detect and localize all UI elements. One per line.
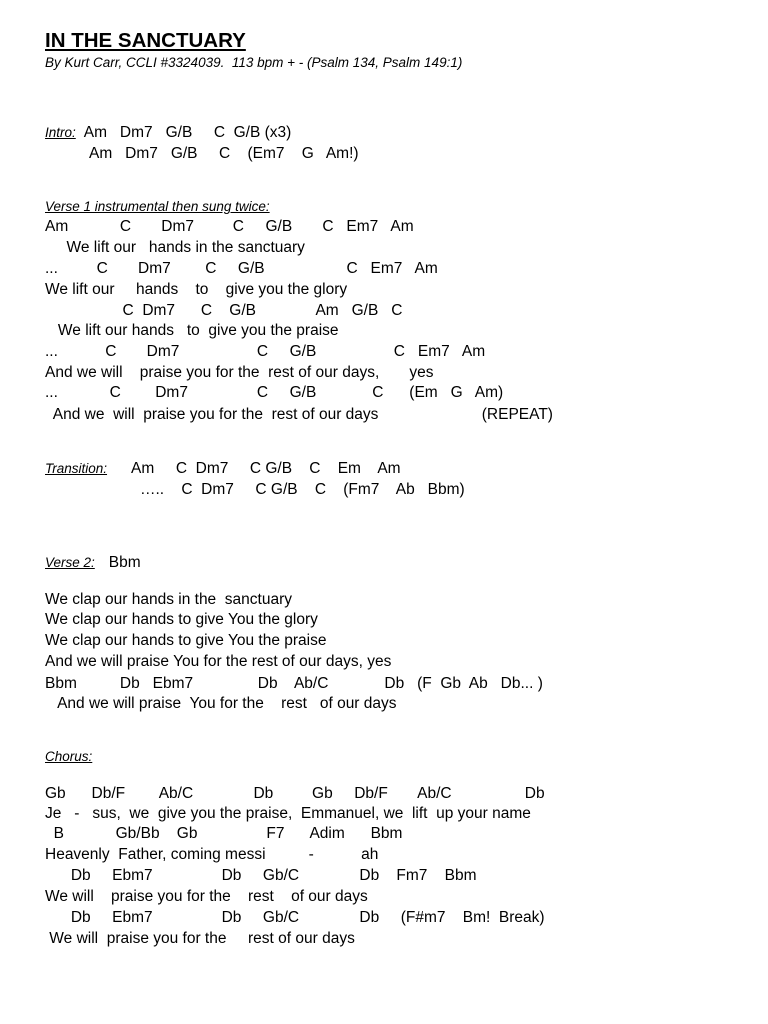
transition-chords-2: ….. C Dm7 C G/B C (Fm7 Ab Bbm) <box>140 481 465 498</box>
page-title: IN THE SANCTUARY <box>45 29 246 52</box>
chorus-line-3: B Gb/Bb Gb F7 Adim Bbm <box>45 825 403 842</box>
intro-chords-1: Am Dm7 G/B C G/B (x3) <box>83 124 292 141</box>
chorus-line-8: We will praise you for the rest of our days <box>45 930 355 947</box>
intro-line-1 <box>45 123 291 143</box>
verse2-line-3: We clap our hands to give You the praise <box>45 632 327 649</box>
verse2-header <box>45 553 141 573</box>
verse2-line-6: And we will praise You for the rest of our days <box>45 695 397 712</box>
verse1-line-3: ... C Dm7 C G/B C Em7 Am <box>45 260 438 277</box>
chorus-line-1: Gb Db/F Ab/C Db Gb Db/F Ab/C Db <box>45 785 545 802</box>
chorus-label: Chorus: <box>45 749 93 764</box>
verse2-line-1: We clap our hands in the sanctuary <box>45 591 292 608</box>
chorus-line-5: Db Ebm7 Db Gb/C Db Fm7 Bbm <box>45 867 477 884</box>
intro-label: Intro: <box>45 125 76 140</box>
verse2-label: Verse 2: <box>45 555 95 570</box>
verse2-key: Bbm <box>108 554 141 571</box>
verse1-label: Verse 1 instrumental then sung twice: <box>45 199 270 214</box>
chorus-line-2: Je - sus, we give you the praise, Emmanuel, we lift up your name <box>45 805 531 822</box>
verse1-line-10: And we will praise you for the rest of our days (REPEAT) <box>45 406 553 423</box>
transition-line-1 <box>45 459 401 479</box>
verse1-line-4: We lift our hands to give you the glory <box>45 281 348 298</box>
verse2-line-5: Bbm Db Ebm7 Db Ab/C Db (F Gb Ab Db... ) <box>45 675 543 692</box>
intro-chords-2: Am Dm7 G/B C (Em7 G Am!) <box>89 145 359 162</box>
verse1-line-1: Am C Dm7 C G/B C Em7 Am <box>45 218 414 235</box>
verse2-line-4: And we will praise You for the rest of our days, yes <box>45 653 392 670</box>
chorus-line-6: We will praise you for the rest of our days <box>45 888 368 905</box>
verse1-line-8: And we will praise you for the rest of our days, yes <box>45 364 434 381</box>
chorus-line-7: Db Ebm7 Db Gb/C Db (F#m7 Bm! Break) <box>45 909 545 926</box>
verse1-line-2: We lift our hands in the sanctuary <box>45 239 305 256</box>
verse1-line-6: We lift our hands to give you the praise <box>45 322 339 339</box>
song-byline: By Kurt Carr, CCLI #3324039. 113 bpm + - (Psalm 134, Psalm 149:1) <box>45 55 463 70</box>
verse1-line-7: ... C Dm7 C G/B C Em7 Am <box>45 343 486 360</box>
verse1-line-9: ... C Dm7 C G/B C (Em G Am) <box>45 384 504 401</box>
verse1-line-5: C Dm7 C G/B Am G/B C <box>45 302 403 319</box>
verse2-line-2: We clap our hands to give You the glory <box>45 611 318 628</box>
transition-chords-1: Am C Dm7 C G/B C Em Am <box>131 460 401 477</box>
transition-label: Transition: <box>45 461 108 476</box>
chorus-line-4: Heavenly Father, coming messi - ah <box>45 846 379 863</box>
